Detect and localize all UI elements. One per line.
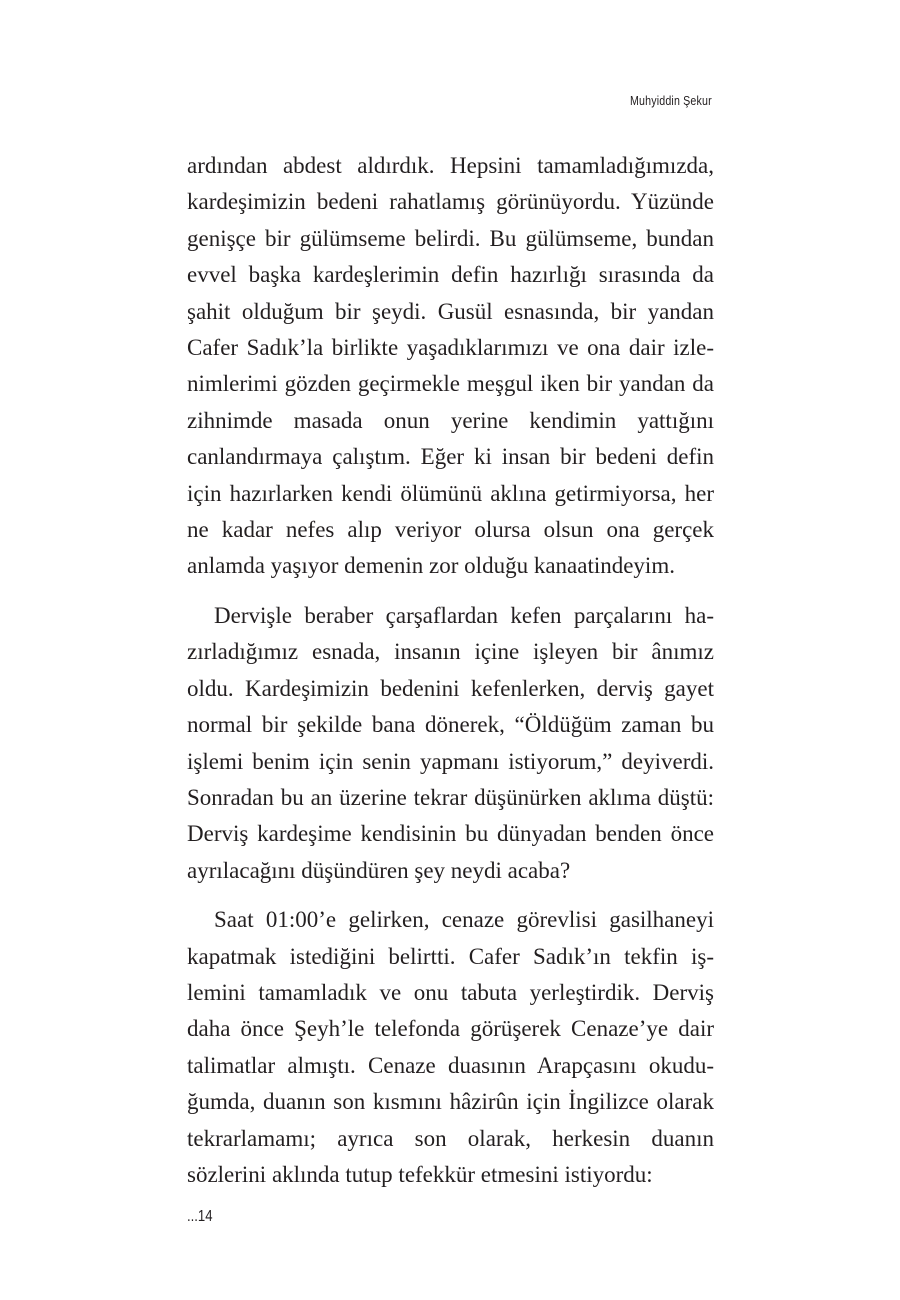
body-text (187, 148, 714, 1193)
paragraph-2: Dervişle beraber çarşaflardan kefen parçalarını hazırladığımız esnada, insanın içine işleyen bir ânımız oldu. Kardeşimizin bedenini kefenlerken, derviş gayet normal bir şekilde bana dönerek, “Öldüğüm zaman bu işlemi benim için senin yapmanı istiyorum,” deyiverdi. Sonradan bu an üzerine tekrar düşünürken aklıma düştü: Derviş kardeşime kendisinin bu dünyadan benden önce ayrılacağını düşündüren şey neydi acaba? (187, 602, 714, 883)
paragraph-1: ardından abdest aldırdık. Hepsini tamamladığımızda, kardeşimizin bedeni rahatlamış görünüyordu. Yüzünde genişçe bir gülümseme belirdi. Bu gülümseme, bundan evvel başka kardeşlerimin defin hazırlığı sırasında da şahit olduğum bir şeydi. Gusül esnasında, bir yandan Cafer Sadık’la birlikte yaşadıklarımızı ve ona dair izlenimlerimi gözden geçirmekle meşgul iken bir yandan da zihnimde masada onun yerine kendimin yattığını canlandırmaya çalıştım. Eğer ki insan bir bedeni defin için hazırlarken kendi ölümünü aklına getirmiyorsa, her ne kadar nefes alıp veriyor olursa olsun ona gerçek anlamda yaşıyor demenin zor olduğu kanaatindeyim. (187, 153, 714, 579)
running-header-author: Muhyiddin Şekur (630, 93, 712, 108)
paragraph-3: Saat 01:00’e gelirken, cenaze görevlisi gasilhaneyi kapatmak istediğini belirtti. Cafer Sadık’ın tekfin işlemini tamamladık ve onu tabuta yerleştirdik. Derviş daha önce Şeyh’le telefonda görüşerek Cenaze’ye dair talimatlar almıştı. Cenaze duasının Arapçasını okuduğumda, duanın son kısmını hâzirûn için İngilizce olarak tekrarlamamı; ayrıca son olarak, herkesin duanın sözlerini aklında tutup tefekkür etmesini istiyordu: (187, 907, 714, 1187)
page-number: ...14 (187, 1208, 213, 1225)
